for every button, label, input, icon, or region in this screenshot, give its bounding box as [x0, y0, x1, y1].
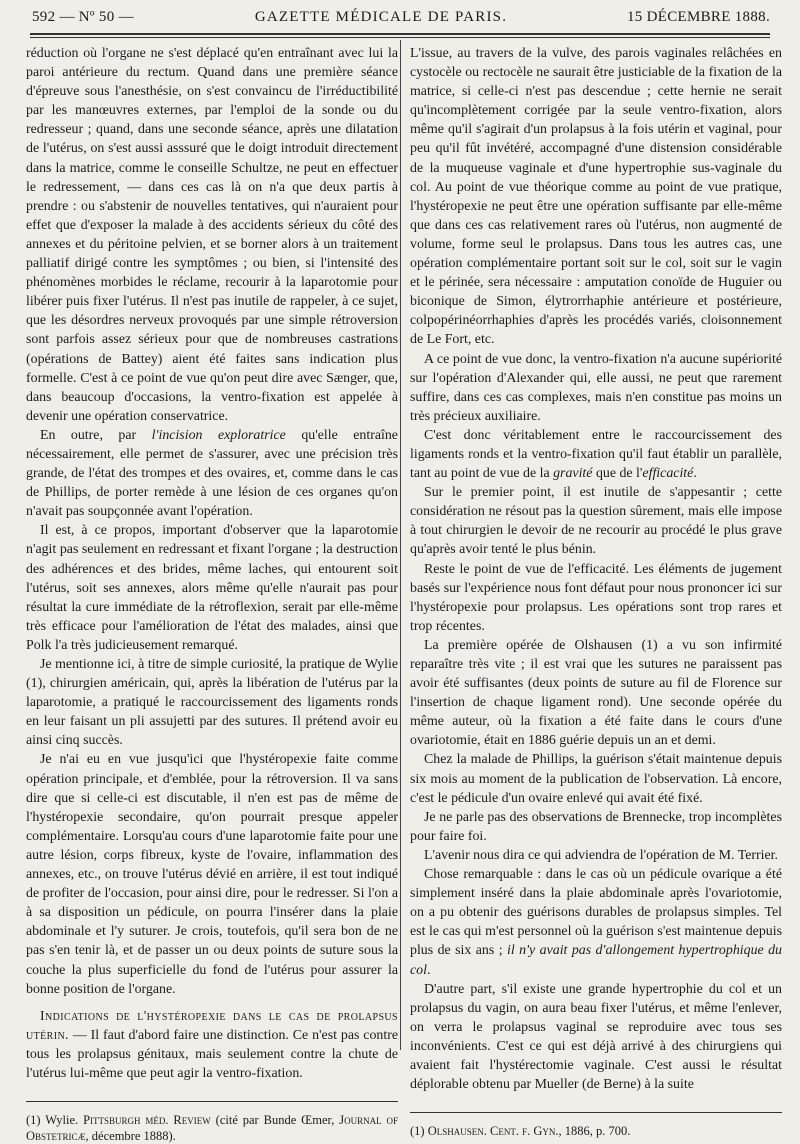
footnote-rule: [410, 1112, 782, 1113]
italic-term: il n'y avait pas d'allongement hypertrophique du col: [410, 943, 783, 978]
footnote: [410, 1123, 782, 1139]
paragraph: réduction où l'organe ne s'est déplacé qu'en entraînant avec lui la paroi antérieure du rectum. Quand dans une première séance d'épreuve sous l'anesthésie, on s'est convaincu de l'irréductibilité par les manœuvres externes, par l'emploi de la sonde ou du redresseur ; quand, dans une seconde séance, après une dilatation de l'utérus, on s'est aussi asssuré que le doigt introduit directement dans la matrice, comme le conseille Schultze, ne peut en effectuer le redressement, — dans ces cas là on n'a que deux partis à prendre : ou s'abstenir de nouvelles tentatives, qui n'auraient pour effet que d'exposer la malade à des accidents sérieux du côté des annexes et du péritoine pelvien, et se borner alors à un traitement palliatif dirigé contre les symptômes ; ou bien, si l'intensité des phénomènes morbides le réclame, recourir à la laparotomie pour libérer puis fixer l'utérus. Il n'est pas inutile de rappeler, à ce sujet, que les désordres nerveux provoqués par une simple rétroversion sont parfois assez sérieux pour que de nombreuses castrations (opérations de Battey) aient été faites sans indication plus formelle. C'est à ce point de vue qu'on peut dire avec Sænger, que, dans beaucoup d'occasions, la ventro-fixation est appelée à devenir une opération conservatrice.: [26, 46, 398, 424]
paragraph: L'issue, au travers de la vulve, des parois vaginales relâchées en cystocèle ou rectocèle ne saurait être justiciable de la fixation de la matrice, si celle-ci n'est pas descendue ; cette hernie ne serait qu'incomplètement corrigée par la seule ventro-fixation, alors même qu'il s'agirait d'un prolapsus à la fois utérin et vaginal, pour peu qu'il fût invétéré, accompagné d'une distension considérable de la muqueuse vaginale et d'une hypertrophie sus-vaginale du col. Au point de vue théorique comme au point de vue pratique, l'hystéropexie ne peut être une opération suffisante par elle-même que dans ces cas relativement rares où l'utérus, non augmenté de volume, forme seul le prolapsus. Dans tous les autres cas, une opération complémentaire portant soit sur le col, soit sur le vagin et le périnée, sera nécessaire : amputation conoïde de Huguier ou biconique de Simon, élytrorrhaphie antérieure et postérieure, colpopérinéorrhaphies d'après les procédés variés, cloisonnement de Le Fort, etc.: [410, 46, 782, 348]
paragraph: Je mentionne ici, à titre de simple curiosité, la pratique de Wylie (1), chirurgien américain, qui, après la libération de l'utérus par la laparotomie, a pratiqué le raccourcissement des ligaments ronds en leur faisant un pli assujetti par des sutures. Il prétend avoir eu ainsi cinq succès.: [26, 657, 398, 749]
page-number: 592 — Nº 50 —: [32, 8, 134, 25]
column-divider: [400, 40, 401, 1050]
text-run: C'est donc véritablement entre le raccourcissement des ligaments ronds et la ventro-fixation qu'il faut établir un parallèle, tant au point de vue de la: [410, 427, 782, 482]
text-run: (1): [410, 1124, 428, 1139]
text-run: (1) Wylie.: [26, 1113, 84, 1128]
journal-name: Pittsburgh méd. Review: [83, 1113, 211, 1128]
journal-title: GAZETTE MÉDICALE DE PARIS.: [254, 8, 508, 25]
section-paragraph: [26, 1007, 398, 1083]
left-column: [26, 44, 398, 1144]
text-run: .: [693, 466, 697, 482]
text-run: Chose remarquable : dans le cas où un pédicule ovarique a été simplement inséré dans la plaie abdominale après l'ovariotomie, on a pu obtenir des guérisons durables de prolapsus simples. Tel est le cas qui m'est personnel où la guérison s'est maintenue depuis plus de six ans ;: [410, 867, 782, 959]
footnote-rule: [26, 1101, 398, 1102]
paragraph: L'avenir nous dira ce qui adviendra de l'opération de M. Terrier.: [424, 847, 778, 863]
paragraph: D'autre part, s'il existe une grande hypertrophie du col et un prolapsus du vagin, on aura beau fixer l'utérus, et même l'enlever, on verra le prolapsus vaginal se reproduire avec tous ses inconvénients. C'est ce qui est déjà arrivé à des chirurgiens qui avaient fait l'hystérectomie vaginale. C'est aussi le résultat déplorable obtenu par Mueller (de Berne) à la suite: [410, 981, 782, 1093]
paragraph: Il est, à ce propos, important d'observer que la laparotomie n'agit pas seulement en redressant et fixant l'organe ; la destruction des adhérences et des brides, même laches, qui entourent soit l'utérus, soit ses annexes, alors même qu'elle n'aurait pas pour résultat la cure immédiate de la rétroflexion, serait par elle-même très efficace pour l'amélioration de l'état des malades, ainsi que Polk l'a très judicieusement remarqué.: [26, 523, 398, 653]
italic-term: gravité: [553, 466, 593, 482]
paragraph: Chez la malade de Phillips, la guérison s'était maintenue depuis six mois au moment de la publication de l'observation. Là encore, c'est le pédicule d'un ovaire enlevé qui avait été fixé.: [410, 752, 782, 806]
text-run: — Il faut d'abord faire une distinction. Ce n'est pas contre tous les prolapsus génitaux, mais seulement contre la chute de l'utérus lui-même que peut agir la ventro-fixation.: [26, 1027, 398, 1081]
paragraph: [410, 865, 782, 980]
paragraph: [410, 426, 782, 483]
section-heading: Indications de l'hystéropexie dans le cas de prolapsus utérin.: [26, 1008, 398, 1043]
paragraph: [26, 426, 398, 521]
header-rule: [30, 33, 770, 38]
italic-term: l'incision exploratrice: [151, 427, 286, 443]
text-run: qu'elle entraîne nécessairement, elle permet de s'assurer, avec une précision très grande, de l'état des trompes et des ovaires, et, comme dans le cas de Phillips, de porter remède à une lésion de ces organes qu'on n'avait pas soupçonnée avant l'opération.: [26, 427, 398, 520]
text-run: (cité par Bunde Œmer,: [210, 1113, 340, 1128]
text-run: , décembre 1888).: [85, 1129, 176, 1144]
paragraph: Je ne parle pas des observations de Brennecke, trop incomplètes pour faire foi.: [410, 809, 782, 844]
paragraph: La première opérée de Olshausen (1) a vu son infirmité reparaître très vite ; il est vrai que les sutures ne paraissent pas avoir été suffisantes (deux points de suture au fil de Florence sur l'insertion de chaque ligament rond). Une seconde opérée du même auteur, où la fixation a été faite dans le cours d'une ovariotomie, était en 1886 guérie depuis un an et demi.: [410, 637, 782, 749]
page-header: [32, 6, 770, 28]
text-run: que de l': [592, 466, 643, 482]
journal-name: Journal of Obstetricæ: [26, 1113, 398, 1144]
italic-term: efficacité: [642, 466, 694, 482]
footnote: [26, 1112, 398, 1144]
issue-date: 15 DÉCEMBRE 1888.: [626, 8, 770, 25]
paragraph: A ce point de vue donc, la ventro-fixation n'a aucune supériorité sur l'opération d'Alexander qui, elle aussi, ne peut que rarement suffire, dans ces cas complexes, mais n'en constitue pas moins un très précieux auxiliaire.: [410, 351, 782, 424]
text-run: En outre, par: [40, 427, 152, 443]
right-column: [410, 44, 782, 1139]
paragraph: Reste le point de vue de l'efficacité. Les éléments de jugement basés sur l'expérience nous font défaut pour nous prononcer ici sur l'hystéropexie pour prolapsus. Les opérations sont trop rares et trop récentes.: [410, 561, 782, 634]
text-run: .: [426, 962, 431, 978]
text-run: , 1886, p. 700.: [558, 1124, 631, 1139]
paragraph: Je n'ai eu en vue jusqu'ici que l'hystéropexie faite comme opération principale, et d'emblée, pour la rétroversion. Il va sans dire que si celle-ci est discutable, il n'en est pas de même de l'hystéropexie secondaire, qu'on pourrait presque appeler complémentaire. Lorsqu'au cours d'une laparotomie faite pour une autre lésion, corps fibreux, kyste de l'ovaire, inflammation des annexes, etc., on trouve l'utérus dévié en arrière, il est tout indiqué de profiter de l'occasion, pour ainsi dire, pour le redresser. Si l'on a à sa disposition un pédicule, on pourra l'insérer dans la plaie abdominale et l'y suturer. Je crois, toutefois, qu'il sera bon de ne pas s'en tenir là, et de passer un ou deux points de suture sous la couche la plus superficielle du fond de l'utérus pour assurer la bonne position de l'organe.: [26, 752, 398, 997]
journal-name: Olshausen. Cent. f. Gyn.: [427, 1124, 559, 1139]
paragraph: Sur le premier point, il est inutile de s'appesantir ; cette considération ne résout pas la question sûrement, mais elle impose à tout chirurgien le devoir de ne recourir au procédé le plus grave qu'après avoir tenté le plus bénin.: [410, 485, 782, 558]
